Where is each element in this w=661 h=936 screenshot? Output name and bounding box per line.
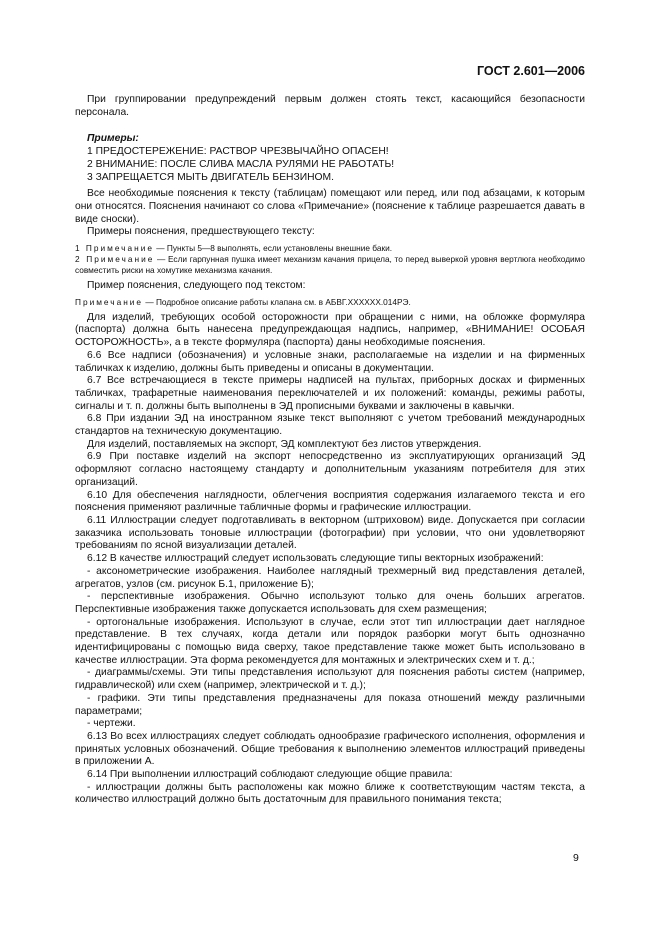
page-number: 9 <box>573 852 579 864</box>
clause-6-11: 6.11 Иллюстрации следует подготавливать в векторном (штриховом) виде. Допускается при согласии заказчика использовать тоновые иллюстрации (фотографии) при условии, что они удовлетворяют требованиям по ясной визуализации деталей. <box>75 514 585 552</box>
note-label: 1 Примечание <box>75 243 154 254</box>
clause-6-8: 6.8 При издании ЭД на иностранном языке текст выполняют с учетом требований международных стандартов на техническую документацию. <box>75 413 585 438</box>
example-line: 3 ЗАПРЕЩАЕТСЯ МЫТЬ ДВИГАТЕЛЬ БЕНЗИНОМ. <box>87 171 334 183</box>
list-item: - ортогональные изображения. Используют в случае, если этот тип иллюстрации дает наглядное представление. В тех случаях, когда детали или порядок разборки могут быть однозначно идентифицированы с помощью вида сверху, такое представление также может быть использовано в качестве иллюстрации. Эта форма рекомендуется для монтажных и электрических схем и т. д.; <box>75 616 585 666</box>
clause-6-9: 6.9 При поставке изделий на экспорт непосредственно из эксплуатирующих организаций ЭД оформляют согласно настоящему стандарту и дополнительным указаниям потребителя для этих организаций. <box>75 451 585 488</box>
example-line: 1 ПРЕДОСТЕРЕЖЕНИЕ: РАСТВОР ЧРЕЗВЫЧАЙНО ОПАСЕН! <box>87 146 389 158</box>
paragraph: Примеры пояснения, предшествующего тексту: <box>87 226 315 238</box>
note-text: — Подробное описание работы клапана см. в АБВГ.XXXXXX.014РЭ. <box>143 296 411 307</box>
note-block <box>75 254 585 276</box>
note-block <box>75 243 585 254</box>
note-label: Примечание <box>75 296 144 307</box>
examples-heading: Примеры: <box>87 133 139 145</box>
list-item: - перспективные изображения. Обычно используют только для очень больших агрегатов. Перспективные изображения также допускается использовать для схем размещения; <box>75 591 585 615</box>
paragraph: Для изделий, поставляемых на экспорт, ЭД комплектуют без листов утверждения. <box>87 438 482 450</box>
paragraph: Все необходимые пояснения к тексту (таблицам) помещают или перед, или под абзацами, к которым они относятся. Пояснения начинают со слова «Примечание» (пояснение к таблице разрешается давать в виде сноски). <box>75 188 585 225</box>
paragraph: При группировании предупреждений первым должен стоять текст, касающийся безопасности персонала. <box>75 94 585 118</box>
paragraph: Пример пояснения, следующего под текстом: <box>87 280 306 292</box>
clause-6-7: 6.7 Все встречающиеся в тексте примеры надписей на пультах, приборных досках и фирменных табличках, трафаретные наименования переключателей и их положений: команды, режимы работы, сигналы и т. п. должны быть выполнены в ЭД прописными буквами и заключены в кавычки. <box>75 375 585 412</box>
paragraph: Для изделий, требующих особой осторожности при обращении с ними, на обложке формуляра (паспорта) должна быть нанесена предупреждающая надпись, например, «ВНИМАНИЕ! ОСОБАЯ ОСТОРОЖНОСТЬ», а в тексте формуляра (паспорта) даны необходимые пояснения. <box>75 311 585 349</box>
clause-6-6: 6.6 Все надписи (обозначения) и условные знаки, располагаемые на изделии и на фирменных табличках к изделию, должны быть приведены и описаны в документации. <box>75 349 585 374</box>
list-item: - аксонометрические изображения. Наиболее наглядный трехмерный вид представления деталей, агрегатов, узлов (см. рисунок Б.1, приложение Б); <box>75 565 585 590</box>
list-item: - графики. Эти типы представления предназначены для показа отношений между различными параметрами; <box>75 692 585 717</box>
document-id-header: ГОСТ 2.601—2006 <box>476 64 585 78</box>
note-label: 2 Примечание <box>75 254 155 265</box>
list-item: - чертежи. <box>87 718 136 730</box>
clause-6-13: 6.13 Во всех иллюстрациях следует соблюдать однообразие графического исполнения, оформления и принятых условных обозначений. Общие требования к выполнению элементов иллюстраций приведены в приложении А. <box>75 730 585 768</box>
note-block <box>75 297 585 308</box>
clause-6-12: 6.12 В качестве иллюстраций следует использовать следующие типы векторных изображений: <box>87 553 544 565</box>
page-body <box>75 94 585 807</box>
note-text: — Пункты 5—8 выполнять, если установлены внешние баки. <box>153 243 393 254</box>
clause-6-14: 6.14 При выполнении иллюстраций соблюдают следующие общие правила: <box>87 769 453 781</box>
list-item: - иллюстрации должны быть расположены как можно ближе к соответствующим частям текста, а количество иллюстраций должно быть достаточным для правильного понимания текста; <box>75 781 585 806</box>
clause-6-10: 6.10 Для обеспечения наглядности, облегчения восприятия содержания излагаемого текста и его пояснения применяют различные табличные формы и графические иллюстрации. <box>75 489 585 514</box>
list-item: - диаграммы/схемы. Эти типы представления используют для пояснения работы систем (например, гидравлической) или схем (например, электрической и т. д.); <box>75 667 585 692</box>
note-text: — Если гарпунная пушка имеет механизм качания прицела, то перед выверкой уровня вертлюга необходимо совместить риски на хомутике механизма качания. <box>75 254 585 276</box>
example-line: 2 ВНИМАНИЕ: ПОСЛЕ СЛИВА МАСЛА РУЛЯМИ НЕ РАБОТАТЬ! <box>87 158 395 170</box>
